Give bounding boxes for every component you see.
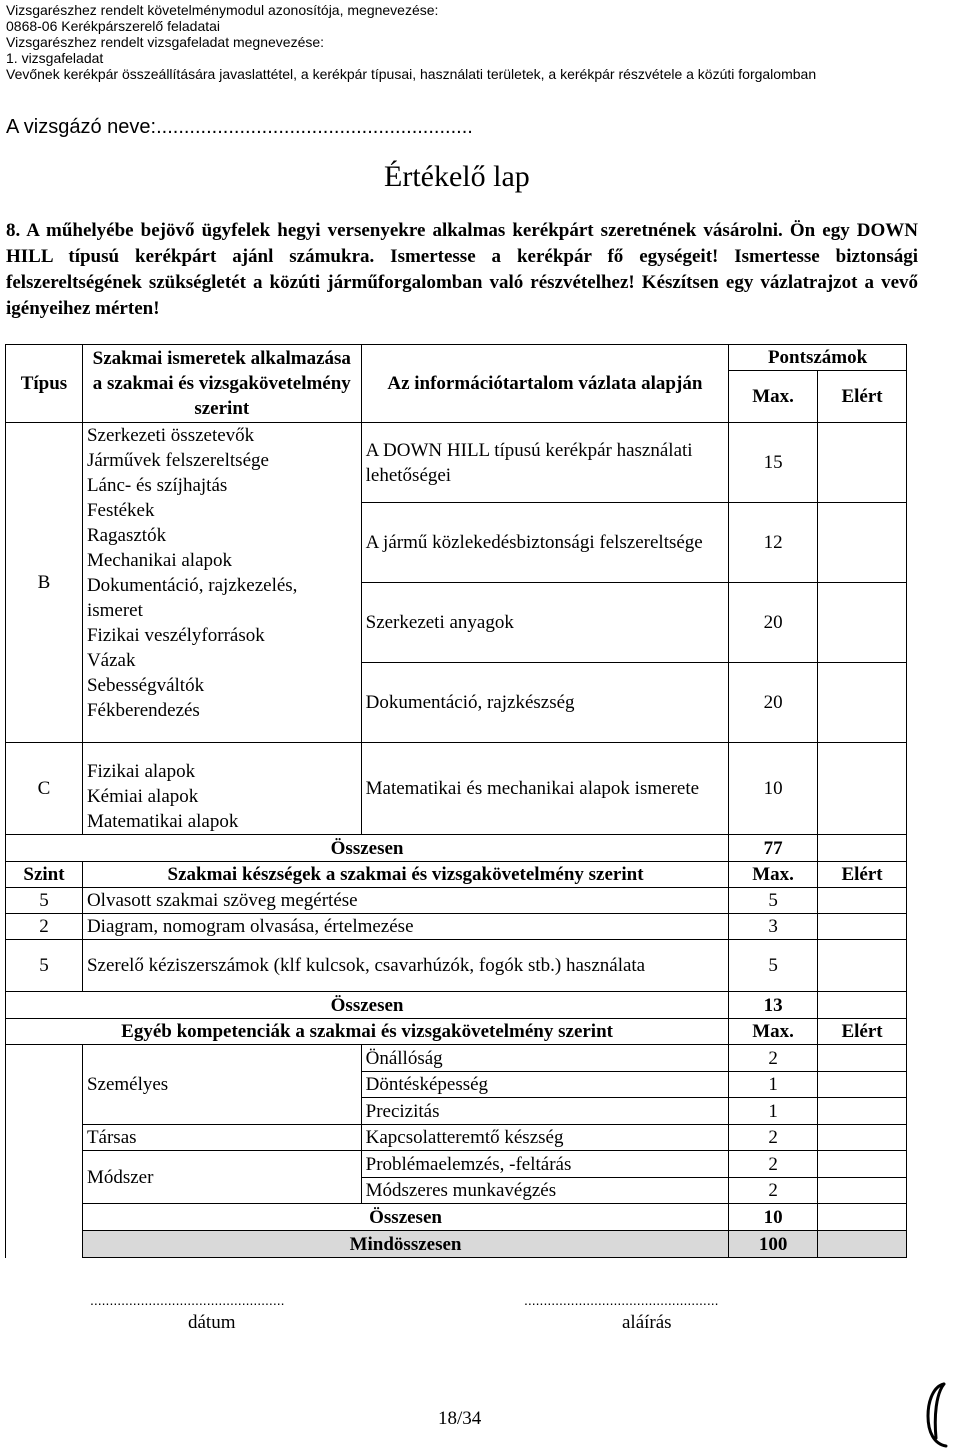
candidate-name-field: A vizsgázó neve:......................................................... — [6, 116, 473, 138]
max-points: 2 — [729, 1178, 818, 1204]
knowledge-item: Kémiai alapok — [86, 786, 199, 807]
type-c-knowledge-list — [82, 743, 361, 835]
empty-cell — [6, 1045, 83, 1258]
header-module-label: Vizsgarészhez rendelt követelménymodul azonosítója, megnevezése: — [6, 2, 439, 18]
skill-level: 5 — [6, 940, 83, 992]
achieved-points[interactable] — [818, 583, 907, 663]
grand-total-label: Mindösszesen — [82, 1231, 728, 1258]
skill-item: Diagram, nomogram olvasása, értelmezése — [82, 914, 728, 940]
skill-item: Olvasott szakmai szöveg megértése — [82, 888, 728, 914]
subtotal-knowledge-max: 77 — [729, 835, 818, 862]
type-b-knowledge-list — [82, 423, 361, 743]
col-max-header: Max. — [729, 862, 818, 888]
skill-item: Szerelő kéziszerszámok (klf kulcsok, csavarhúzók, fogók stb.) használata — [82, 940, 728, 992]
achieved-points[interactable] — [818, 888, 907, 914]
achieved-points[interactable] — [818, 1125, 907, 1151]
achieved-points[interactable] — [818, 663, 907, 743]
max-points: 2 — [729, 1045, 818, 1072]
achieved-points[interactable] — [818, 1151, 907, 1178]
max-points: 10 — [729, 743, 818, 835]
competence-item: Önállóság — [361, 1045, 729, 1072]
knowledge-item: Fizikai alapok — [86, 761, 196, 782]
max-points: 20 — [729, 583, 818, 663]
subtotal-knowledge-achieved[interactable] — [818, 835, 907, 862]
outline-item: Szerkezeti anyagok — [361, 583, 729, 663]
header-module-name: 0868-06 Kerékpárszerelő feladatai — [6, 18, 221, 34]
header-task-number: 1. vizsgafeladat — [6, 50, 104, 66]
date-line: .................................................. — [90, 1292, 285, 1308]
grand-total-achieved[interactable] — [818, 1231, 907, 1258]
subtotal-skills-achieved[interactable] — [818, 992, 907, 1019]
type-b-cell: B — [6, 423, 83, 743]
knowledge-item: Járművek felszereltsége — [86, 450, 269, 471]
max-points: 15 — [729, 423, 818, 503]
max-points: 1 — [729, 1098, 818, 1125]
signature-label: aláírás — [622, 1312, 672, 1333]
personal-category: Személyes — [82, 1045, 361, 1125]
knowledge-item: Dokumentáció, rajzkezelés, ismeret — [86, 575, 298, 621]
col-max-header: Max. — [729, 371, 818, 423]
col-other-header: Egyéb kompetenciák a szakmai és vizsgakövetelmény szerint — [6, 1019, 729, 1045]
method-category: Módszer — [82, 1151, 361, 1204]
knowledge-item: Szerkezeti összetevők — [86, 425, 255, 446]
competence-item: Problémaelemzés, -feltárás — [361, 1151, 729, 1178]
subtotal-other-max: 10 — [729, 1204, 818, 1231]
subtotal-skills-max: 13 — [729, 992, 818, 1019]
achieved-points[interactable] — [818, 940, 907, 992]
achieved-points[interactable] — [818, 743, 907, 835]
competence-item: Kapcsolatteremtő készség — [361, 1125, 729, 1151]
achieved-points[interactable] — [818, 503, 907, 583]
col-achieved-header: Elért — [818, 1019, 907, 1045]
subtotal-other-label: Összesen — [82, 1204, 728, 1231]
handwritten-mark — [922, 1380, 952, 1450]
achieved-points[interactable] — [818, 914, 907, 940]
skill-level: 2 — [6, 914, 83, 940]
achieved-points[interactable] — [818, 1072, 907, 1098]
subtotal-knowledge-label: Összesen — [6, 835, 729, 862]
page-title: Értékelő lap — [384, 160, 530, 193]
achieved-points[interactable] — [818, 1178, 907, 1204]
max-points: 12 — [729, 503, 818, 583]
achieved-points[interactable] — [818, 1045, 907, 1072]
knowledge-item: Ragasztók — [86, 525, 167, 546]
col-knowledge-header: Szakmai ismeretek alkalmazása a szakmai és vizsgakövetelmény szerint — [82, 345, 361, 423]
date-label: dátum — [188, 1312, 236, 1333]
knowledge-item: Fékberendezés — [86, 700, 200, 721]
outline-item: A jármű közlekedésbiztonsági felszereltsége — [361, 503, 729, 583]
achieved-points[interactable] — [818, 423, 907, 503]
social-category: Társas — [82, 1125, 361, 1151]
header-task-label: Vizsgarészhez rendelt vizsgafeladat megnevezése: — [6, 34, 325, 50]
knowledge-item: Lánc- és szíjhajtás — [86, 475, 228, 496]
max-points: 5 — [729, 888, 818, 914]
subtotal-skills-label: Összesen — [6, 992, 729, 1019]
knowledge-item: Fizikai veszélyforrások — [86, 625, 265, 646]
knowledge-item: Matematikai alapok — [86, 811, 239, 832]
subtotal-other-achieved[interactable] — [818, 1204, 907, 1231]
knowledge-item: Vázak — [86, 650, 136, 671]
outline-item: A DOWN HILL típusú kerékpár használati lehetőségei — [361, 423, 729, 503]
col-skills-header: Szakmai készségek a szakmai és vizsgakövetelmény szerint — [82, 862, 728, 888]
competence-item: Döntésképesség — [361, 1072, 729, 1098]
max-points: 20 — [729, 663, 818, 743]
col-level-header: Szint — [6, 862, 83, 888]
competence-item: Módszeres munkavégzés — [361, 1178, 729, 1204]
grand-total-max: 100 — [729, 1231, 818, 1258]
outline-item: Matematikai és mechanikai alapok ismerete — [361, 743, 729, 835]
outline-item: Dokumentáció, rajzkészség — [361, 663, 729, 743]
col-points-header: Pontszámok — [729, 345, 907, 371]
col-outline-header: Az információtartalom vázlata alapján — [361, 345, 729, 423]
max-points: 2 — [729, 1125, 818, 1151]
signature-line: .................................................. — [524, 1292, 719, 1308]
achieved-points[interactable] — [818, 1098, 907, 1125]
max-points: 2 — [729, 1151, 818, 1178]
max-points: 5 — [729, 940, 818, 992]
col-achieved-header: Elért — [818, 862, 907, 888]
knowledge-item: Festékek — [86, 500, 155, 521]
header-task-name: Vevőnek kerékpár összeállítására javaslattétel, a kerékpár típusai, használati területek, a kerékpár részvétele a közúti forgalomban — [6, 66, 817, 82]
max-points: 1 — [729, 1072, 818, 1098]
page-number: 18/34 — [438, 1408, 482, 1429]
knowledge-item: Sebességváltók — [86, 675, 205, 696]
skill-level: 5 — [6, 888, 83, 914]
task-description: 8. A műhelyébe bejövő ügyfelek hegyi versenyekre alkalmas kerékpárt szeretnének vásárolni. Ön egy DOWN HILL típusú kerékpárt ajánl számukra. Ismertesse a kerékpár fő egységeit! Ismertesse biztonsági felszereltségének szükségletét a közúti járműforgalomban való részvételhez! Készítsen egy vázlatrajzot a vevő igényeihez mérten! — [6, 220, 918, 319]
max-points: 3 — [729, 914, 818, 940]
col-type-header: Típus — [6, 345, 83, 423]
col-achieved-header: Elért — [818, 371, 907, 423]
knowledge-item: Mechanikai alapok — [86, 550, 233, 571]
col-max-header: Max. — [729, 1019, 818, 1045]
competence-item: Precizitás — [361, 1098, 729, 1125]
evaluation-table — [5, 344, 907, 1258]
type-c-cell: C — [6, 743, 83, 835]
